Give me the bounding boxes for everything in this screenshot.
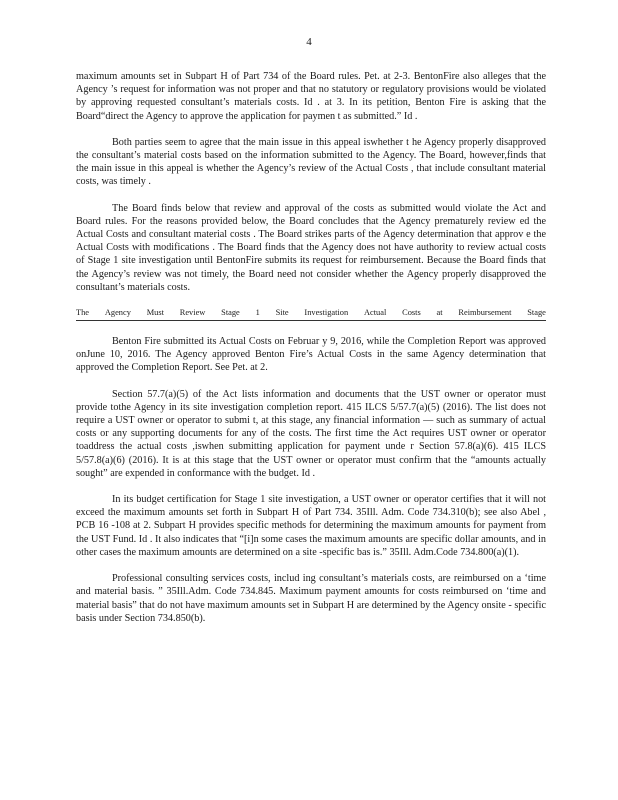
heading-word: 1 bbox=[255, 308, 260, 318]
document-body bbox=[76, 70, 546, 638]
paragraph: In its budget certification for Stage 1 site investigation, a UST owner or operator certifies that it will not exceed the maximum amounts set forth in Subpart H of Part 734. 35Ill. Adm. Code 734.310(b); see also Abel , PCB 16 -108 at 2. Subpart H provides specific methods for determining the maximum amounts for payment from the UST Fund. Id . It also indicates that “[i]n some cases the maximum amounts are specific dollar amounts, and in other cases the maximum amounts are determined on a site -specific bas is.” 35Ill. Adm.Code 734.800(a)(1). bbox=[76, 494, 546, 558]
heading-word: Review bbox=[179, 308, 206, 318]
paragraph: Professional consulting services costs, includ ing consultant’s materials costs, are reimbursed on a ‘time and material basis. ” 35Ill.Adm. Code 734.845. Maximum payment amounts for costs reimbursed on ‘time and material basis” that do not have maximum amounts set in Subpart H are determined by the Agency onsite - specific basis under Section 734.850(b). bbox=[76, 573, 546, 624]
paragraph: Both parties seem to agree that the main issue in this appeal iswhether t he Agency properly disapproved the consultant’s material costs based on the information submitted to the Agency. The Board, however,finds that the main issue in this appeal is whether the Agency’s review of the Actual Costs , that include consultant material costs, was timely . bbox=[76, 136, 546, 188]
heading-word: Site bbox=[275, 308, 289, 318]
paragraph: Section 57.7(a)(5) of the Act lists information and documents that the UST owner or operator must provide tothe Agency in its site investigation completion report. 415 ILCS 5/57.7(a)(5) (2016). The list does not require a UST owner or operator to submi t, at this stage, any financial information — such as summary of actual costs or any supporting documents for any of the costs. The first time the Act requires UST owner or operator toaddress the actual costs ,iswhen submitting application for payment unde r Section 57.8(a)(6). 415 ILCS 5/57.8(a)(6) (2016). It is at this stage that the UST owner or operator must confirm that the “amounts actually sought” are expended in conformance with the budget. Id . bbox=[76, 388, 546, 479]
heading-word: Stage bbox=[221, 308, 240, 318]
heading-word: Investigation bbox=[304, 308, 349, 318]
heading-word: Reimbursement bbox=[458, 308, 512, 318]
heading-word: Stage bbox=[527, 308, 546, 318]
heading-word: at bbox=[436, 308, 443, 318]
paragraph: Benton Fire submitted its Actual Costs on Februar y 9, 2016, while the Completion Report was approved onJune 10, 2016. The Agency approved Benton Fire’s Actual Costs in the same Agency determination that approved the Completion Report. See Pet. at 2. bbox=[76, 336, 546, 374]
heading-word: Actual bbox=[363, 308, 387, 318]
heading-word: Costs bbox=[402, 308, 421, 318]
paragraph: maximum amounts set in Subpart H of Part 734 of the Board rules. Pet. at 2-3. BentonFire also alleges that the Agency ’s request for information was not proper and that no statutory or regulatory provisions would be violated by approving requested consultant’s materials costs. Id . at 3. In its petition, Benton Fire is asking that the Board“direct the Agency to approve the application for paymen t as submitted.” Id . bbox=[76, 71, 546, 122]
heading-word: Agency bbox=[104, 308, 131, 318]
heading-word: The bbox=[76, 308, 90, 318]
heading-word: Must bbox=[146, 308, 164, 318]
paragraph: The Board finds below that review and approval of the costs as submitted would violate the Act and Board rules. For the reasons provided below, the Board concludes that the Agency prematurely review ed the Actual Costs and consultant material costs . The Board strikes parts of the Agency determination that approv e the Actual Costs with modifications . The Board finds that the Agency does not have authority to review actual costs of Stage 1 site investigation until BentonFire submits its request for reimbursement. Because the Board finds that the Agency’s review was not timely, the Board need not consider whether the Agency properly disapproved the consultant’s materials costs. bbox=[76, 202, 546, 293]
page-number: 4 bbox=[306, 36, 312, 48]
section-heading bbox=[76, 307, 546, 321]
